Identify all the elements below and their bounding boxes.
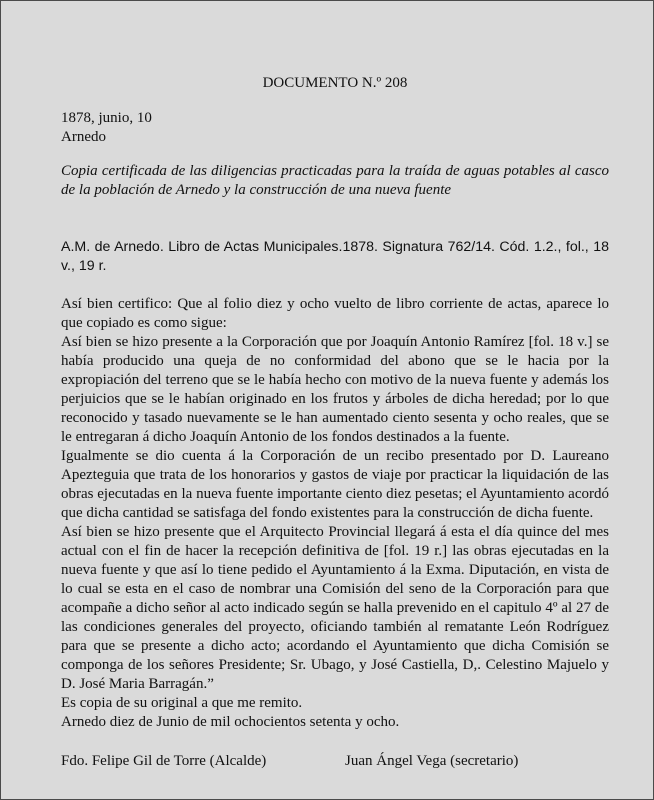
document-date: 1878, junio, 10 bbox=[61, 110, 152, 126]
signature-alcalde: Fdo. Felipe Gil de Torre (Alcalde) bbox=[61, 753, 267, 769]
body-paragraph: Así bien se hizo presente a la Corporación que por Joaquín Antonio Ramírez [fol. 18 v.] se había producido una queja de no conformidad del abono que se le hacia por la expropiación del terreno que se le había hecho con motivo de la nueva fuente y además los perjuicios que se le habían originado en los frutos y árboles de dicha heredad; por lo que reconocido y tasado nuevamente se le han aumentado ciento sesenta y ocho reales, que se le entregaran á dicho Joaquín Antonio de los fondos destinados a la fuente. bbox=[61, 334, 609, 445]
document-body bbox=[61, 295, 609, 732]
archival-source: A.M. de Arnedo. Libro de Actas Municipales.1878. Signatura 762/14. Cód. 1.2., fol., 18 v., 19 r. bbox=[61, 239, 609, 274]
document-title: DOCUMENTO N.º 208 bbox=[262, 75, 408, 91]
body-paragraph: Arnedo diez de Junio de mil ochocientos setenta y ocho. bbox=[61, 714, 400, 730]
body-paragraph: Es copia de su original a que me remito. bbox=[61, 695, 303, 711]
signature-block bbox=[61, 752, 609, 772]
document-content bbox=[61, 74, 609, 772]
signature-secretario: Juan Ángel Vega (secretario) bbox=[345, 753, 519, 769]
body-paragraph: Así bien se hizo presente que el Arquitecto Provincial llegará á esta el día quince del mes actual con el fin de hacer la recepción definitiva de [fol. 19 r.] las obras ejecutadas en la nueva fuente y que así lo tiene pedido el Ayuntamiento á la Exma. Diputación, en vista de lo cual se esta en el caso de nombrar una Comisión del seno de la Corporación para que acompañe a dicho señor al acto indicado según se halla prevenido en el capitulo 4º al 27 de las condiciones generales del proyecto, oficiando también al rematante León Rodríguez para que se presente a dicho acto; acordando el Ayuntamiento que dicha Comisión se componga de los señores Presidente; Sr. Ubago, y José Castiella, D,. Celestino Majuelo y D. José Maria Barragán.” bbox=[61, 524, 609, 692]
body-paragraph: Igualmente se dio cuenta á la Corporación de un recibo presentado por D. Laureano Apezteguia que trata de los honorarios y gastos de viaje por practicar la liquidación de las obras ejecutadas en la nueva fuente importante ciento diez pesetas; el Ayuntamiento acordó que dicha cantidad se satisfaga del fondo existentes para la construcción de dicha fuente. bbox=[61, 448, 609, 521]
document-summary: Copia certificada de las diligencias practicadas para la traída de aguas potables al casco de la población de Arnedo y la construcción de una nueva fuente bbox=[61, 163, 609, 198]
document-place: Arnedo bbox=[61, 129, 106, 145]
body-paragraph: Así bien certifico: Que al folio diez y ocho vuelto de libro corriente de actas, aparece lo que copiado es como sigue: bbox=[61, 296, 609, 331]
